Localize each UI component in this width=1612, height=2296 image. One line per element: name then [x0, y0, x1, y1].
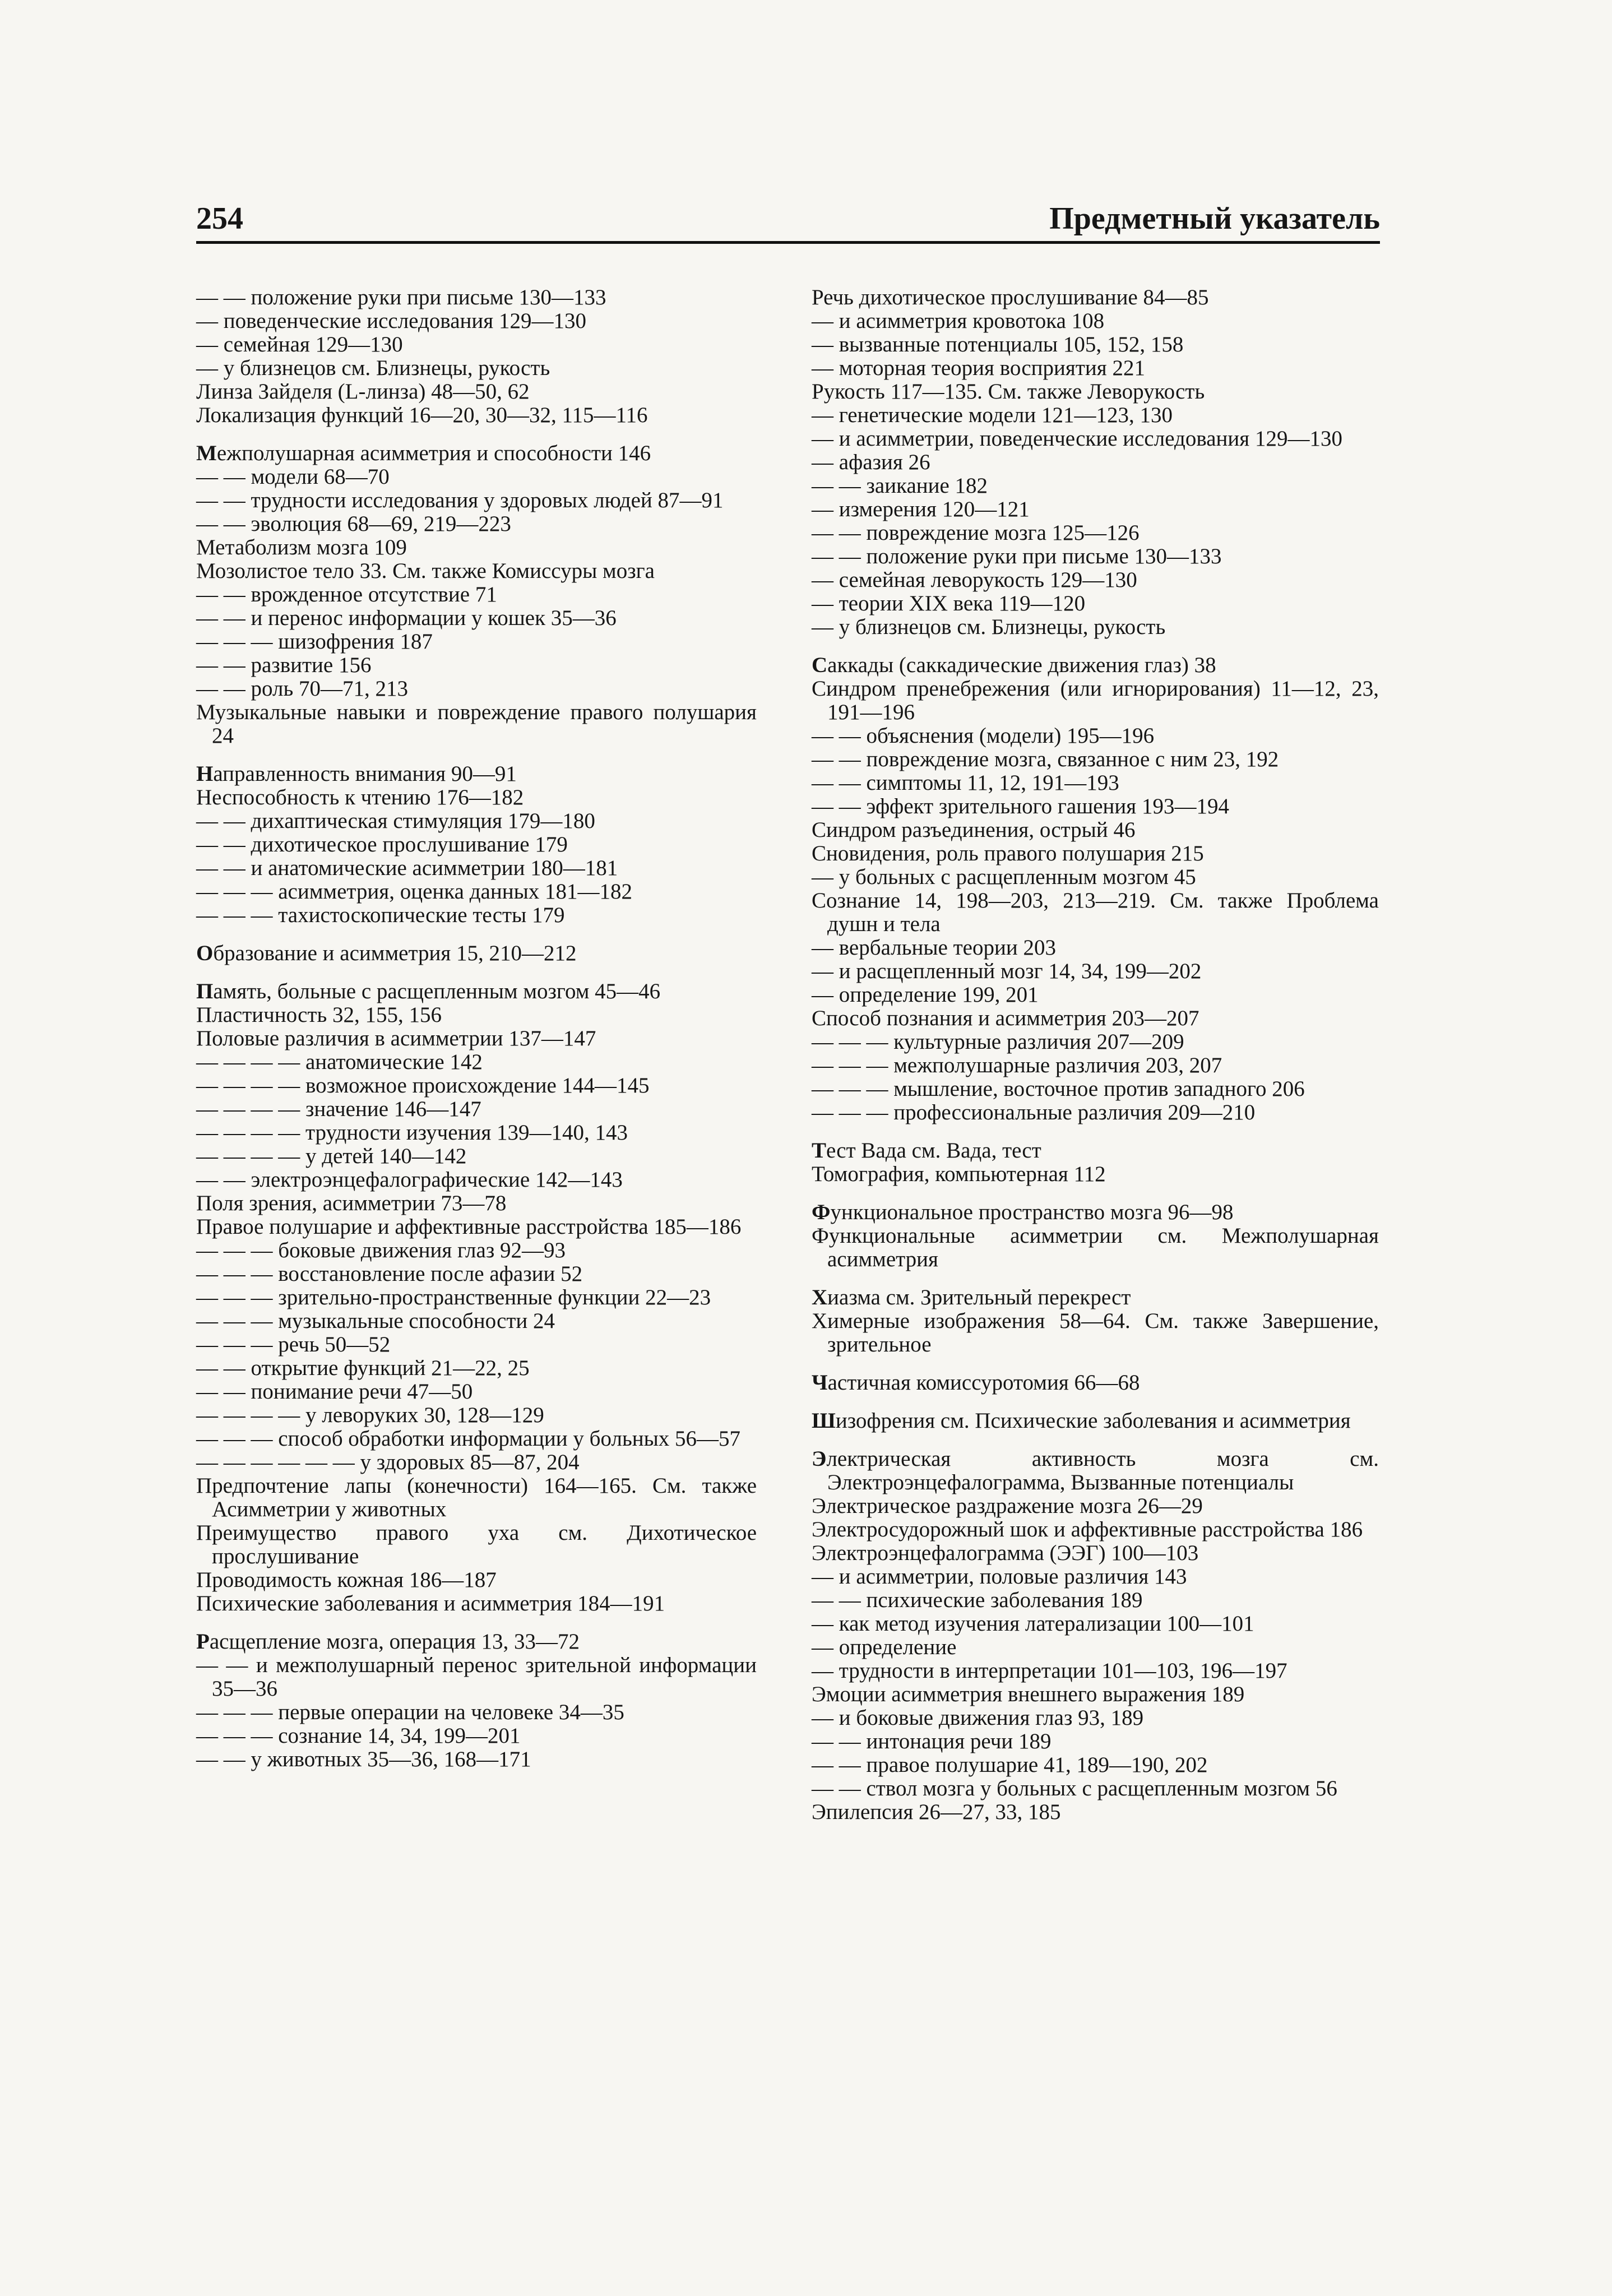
index-entry: Химерные изображения 58—64. См. также Завершение, зрительное: [812, 1309, 1379, 1357]
index-entry: — афазия 26: [812, 450, 930, 474]
index-entry: Эмоции асимметрия внешнего выражения 189: [812, 1682, 1245, 1706]
index-entry: Расщепление мозга, операция 13, 33—72: [196, 1630, 580, 1654]
index-entry: — вызванные потенциалы 105, 152, 158: [812, 332, 1184, 357]
index-entry: Функциональные асимметрии см. Межполушарная асимметрия: [812, 1224, 1379, 1271]
index-entry: Эпилепсия 26—27, 33, 185: [812, 1800, 1061, 1824]
index-entry: — — — способ обработки информации у больных 56—57: [196, 1427, 741, 1451]
index-entry: — — повреждение мозга 125—126: [812, 521, 1139, 545]
index-entry: Томография, компьютерная 112: [812, 1162, 1106, 1186]
index-entry: Речь дихотическое прослушивание 84—85: [812, 285, 1209, 309]
index-entry: Локализация функций 16—20, 30—32, 115—116: [196, 403, 648, 427]
index-entry: — — дихотическое прослушивание 179: [196, 832, 568, 857]
index-entry: — — повреждение мозга, связанное с ним 23, 192: [812, 747, 1279, 771]
index-entry: Неспособность к чтению 176—182: [196, 785, 524, 809]
index-entry: — теории XIX века 119—120: [812, 591, 1086, 615]
index-entry: Преимущество правого уха см. Дихотическое прослушивание: [196, 1521, 757, 1568]
index-column-right: [812, 286, 1379, 1824]
index-entry: Сознание 14, 198—203, 213—219. См. также Проблема душн и тела: [812, 888, 1379, 936]
index-entry: — и боковые движения глаз 93, 189: [812, 1706, 1144, 1730]
index-entry: — — интонация речи 189: [812, 1729, 1051, 1753]
index-entry: — — — культурные различия 207—209: [812, 1030, 1184, 1054]
index-entry: Метаболизм мозга 109: [196, 535, 407, 559]
index-entry: Музыкальные навыки и повреждение правого полушария 24: [196, 700, 757, 748]
index-entry: — — — — анатомические 142: [196, 1050, 483, 1074]
index-entry: — и асимметрии, поведенческие исследования 129—130: [812, 427, 1342, 451]
index-entry: — — симптомы 11, 12, 191—193: [812, 771, 1119, 795]
index-entry: — — врожденное отсутствие 71: [196, 582, 497, 607]
index-entry: Поля зрения, асимметрии 73—78: [196, 1191, 507, 1215]
index-entry: — — и перенос информации у кошек 35—36: [196, 606, 617, 630]
index-entry: Функциональное пространство мозга 96—98: [812, 1200, 1234, 1224]
index-entry: — — роль 70—71, 213: [196, 677, 408, 701]
index-entry: Половые различия в асимметрии 137—147: [196, 1026, 596, 1050]
index-entry: — трудности в интерпретации 101—103, 196—197: [812, 1659, 1287, 1683]
index-entry: — — — боковые движения глаз 92—93: [196, 1238, 566, 1262]
index-entry: — семейная леворукость 129—130: [812, 568, 1137, 592]
index-entry: Линза Зайделя (L-линза) 48—50, 62: [196, 379, 530, 404]
index-entry: Саккады (саккадические движения глаз) 38: [812, 653, 1216, 677]
index-entry: — — модели 68—70: [196, 465, 390, 489]
index-entry: — — трудности исследования у здоровых людей 87—91: [196, 488, 724, 512]
index-entry: — — и межполушарный перенос зрительной информации 35—36: [196, 1653, 757, 1701]
index-entry: — — — зрительно-пространственные функции 22—23: [196, 1285, 711, 1309]
index-entry: — — — мышление, восточное против западного 206: [812, 1077, 1305, 1101]
index-entry: — — — тахистоскопические тесты 179: [196, 903, 565, 927]
index-entry: — как метод изучения латерализации 100—101: [812, 1612, 1254, 1636]
index-entry: Электрическая активность мозга см. Электроэнцефалограмма, Вызванные потенциалы: [812, 1447, 1379, 1494]
index-entry: — определение: [812, 1635, 957, 1659]
index-entry: — семейная 129—130: [196, 332, 403, 357]
index-entry: Проводимость кожная 186—187: [196, 1568, 497, 1592]
index-entry: Пластичность 32, 155, 156: [196, 1003, 442, 1027]
index-entry: Тест Вада см. Вада, тест: [812, 1138, 1041, 1163]
index-entry: — — правое полушарие 41, 189—190, 202: [812, 1753, 1208, 1777]
index-entry: — моторная теория восприятия 221: [812, 356, 1145, 380]
index-entry: — — дихаптическая стимуляция 179—180: [196, 809, 595, 833]
index-entry: — и асимметрия кровотока 108: [812, 309, 1105, 333]
index-entry: — — эффект зрительного гашения 193—194: [812, 794, 1229, 818]
index-entry: — — — восстановление после афазии 52: [196, 1262, 583, 1286]
index-entry: — — — — трудности изучения 139—140, 143: [196, 1121, 628, 1145]
index-entry: — — — — у леворуких 30, 128—129: [196, 1403, 544, 1427]
index-entry: Память, больные с расщепленным мозгом 45—46: [196, 979, 661, 1003]
index-entry: Межполушарная асимметрия и способности 146: [196, 441, 651, 465]
page-number: 254: [196, 201, 243, 236]
index-column-left: [196, 286, 757, 1771]
page-header: [196, 195, 1380, 244]
index-entry: Мозолистое тело 33. См. также Комиссуры мозга: [196, 559, 655, 583]
index-entry: — — объяснения (модели) 195—196: [812, 724, 1155, 748]
index-entry: — — положение руки при письме 130—133: [812, 544, 1222, 568]
index-entry: — — развитие 156: [196, 653, 372, 677]
index-entry: — — положение руки при письме 130—133: [196, 285, 606, 309]
index-entry: — — — межполушарные различия 203, 207: [812, 1053, 1222, 1077]
index-entry: — — — — у детей 140—142: [196, 1144, 467, 1168]
index-entry: — — — асимметрия, оценка данных 181—182: [196, 879, 633, 904]
index-entry: — и асимметрии, половые различия 143: [812, 1564, 1187, 1589]
index-entry: Электроэнцефалограмма (ЭЭГ) 100—103: [812, 1541, 1199, 1565]
index-entry: — — понимание речи 47—50: [196, 1380, 473, 1404]
index-entry: Синдром пренебрежения (или игнорирования) 11—12, 23, 191—196: [812, 677, 1379, 724]
index-entry: — — — шизофрения 187: [196, 629, 433, 654]
index-entry: Рукость 117—135. См. также Леворукость: [812, 379, 1205, 404]
index-entry: — у больных с расщепленным мозгом 45: [812, 865, 1196, 889]
index-entry: — — — первые операции на человеке 34—35: [196, 1700, 624, 1724]
index-entry: Электросудорожный шок и аффективные расстройства 186: [812, 1517, 1363, 1542]
index-entry: Хиазма см. Зрительный перекрест: [812, 1285, 1131, 1309]
index-entry: — — ствол мозга у больных с расщепленным мозгом 56: [812, 1776, 1337, 1800]
index-entry: — — у животных 35—36, 168—171: [196, 1747, 531, 1771]
index-entry: Психические заболевания и асимметрия 184—191: [196, 1591, 665, 1615]
index-entry: — — эволюция 68—69, 219—223: [196, 512, 511, 536]
running-title: Предметный указатель: [1049, 201, 1380, 236]
index-entry: — вербальные теории 203: [812, 936, 1056, 960]
index-entry: — определение 199, 201: [812, 983, 1039, 1007]
index-entry: — — — сознание 14, 34, 199—201: [196, 1724, 521, 1748]
index-entry: — — электроэнцефалографические 142—143: [196, 1168, 623, 1192]
index-entry: — измерения 120—121: [812, 497, 1030, 521]
index-entry: — — — речь 50—52: [196, 1332, 391, 1357]
index-entry: Частичная комиссуротомия 66—68: [812, 1371, 1140, 1395]
index-entry: Способ познания и асимметрия 203—207: [812, 1006, 1199, 1030]
index-entry: — и расщепленный мозг 14, 34, 199—202: [812, 959, 1202, 983]
index-entry: — — — профессиональные различия 209—210: [812, 1100, 1256, 1124]
index-entry: Направленность внимания 90—91: [196, 762, 517, 786]
index-entry: — генетические модели 121—123, 130: [812, 403, 1173, 427]
index-entry: — — открытие функций 21—22, 25: [196, 1356, 530, 1380]
index-entry: Сновидения, роль правого полушария 215: [812, 841, 1204, 865]
index-entry: Электрическое раздражение мозга 26—29: [812, 1494, 1203, 1518]
index-entry: Шизофрения см. Психические заболевания и асимметрия: [812, 1409, 1351, 1433]
index-entry: — — — — — — у здоровых 85—87, 204: [196, 1450, 580, 1474]
index-entry: — — — — возможное происхождение 144—145: [196, 1073, 650, 1098]
index-entry: Правое полушарие и аффективные расстройства 185—186: [196, 1215, 742, 1239]
index-entry: — — психические заболевания 189: [812, 1588, 1143, 1612]
index-entry: — — и анатомические асимметрии 180—181: [196, 856, 618, 880]
index-entry: Синдром разъединения, острый 46: [812, 818, 1136, 842]
index-entry: — — заикание 182: [812, 474, 988, 498]
index-entry: — поведенческие исследования 129—130: [196, 309, 586, 333]
index-entry: — у близнецов см. Близнецы, рукость: [812, 615, 1166, 639]
index-entry: Образование и асимметрия 15, 210—212: [196, 941, 577, 965]
index-entry: — — — — значение 146—147: [196, 1097, 481, 1121]
index-entry: Предпочтение лапы (конечности) 164—165. См. также Асимметрии у животных: [196, 1474, 757, 1521]
index-entry: — — — музыкальные способности 24: [196, 1309, 555, 1333]
index-entry: — у близнецов см. Близнецы, рукость: [196, 356, 550, 380]
